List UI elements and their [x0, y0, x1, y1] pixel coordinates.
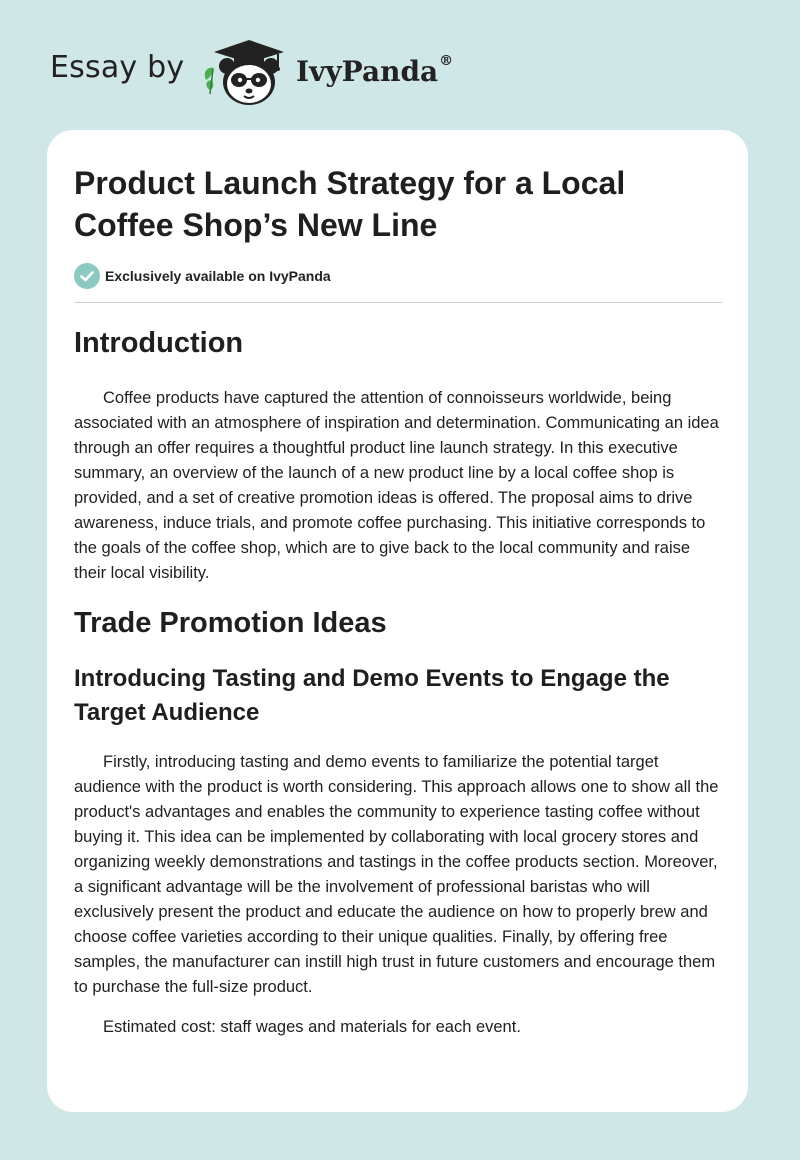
exclusive-badge: [74, 262, 722, 290]
site-header: [0, 0, 800, 130]
title-divider: [74, 302, 722, 303]
subsection-heading-tasting-events: Introducing Tasting and Demo Events to Engage the Target Audience: [74, 665, 670, 726]
check-circle-icon: [74, 263, 100, 289]
estimated-cost-paragraph: Estimated cost: staff wages and materials for each event.: [103, 1018, 521, 1036]
exclusive-badge-text: Exclusively available on IvyPanda: [105, 268, 331, 284]
section-heading-introduction: Introduction: [74, 327, 244, 359]
essay-card: [47, 130, 748, 1112]
introduction-paragraph: Coffee products have captured the attention of connoisseurs worldwide, being associated with an atmosphere of inspiration and determination. Communicating an idea through an offer requires a thoughtful product line launch strategy. In this executive summary, an overview of the launch of a new product line by a local coffee shop is provided, and a set of creative promotion ideas is offered. The proposal aims to drive awareness, induce trials, and promote coffee purchasing. This initiative corresponds to the goals of the coffee shop, which are to give back to the local community and raise their local visibility.: [74, 389, 719, 582]
essay-title: Product Launch Strategy for a Local Coffee Shop’s New Line: [74, 165, 626, 243]
brand-prefix: Essay by: [50, 50, 185, 85]
panda-graduate-logo-icon[interactable]: [200, 36, 290, 108]
registered-mark: ®: [439, 53, 454, 69]
section-heading-trade-promotion: Trade Promotion Ideas: [74, 607, 387, 639]
tasting-events-paragraph: Firstly, introducing tasting and demo events to familiarize the potential target audience with the product is worth considering. This approach allows one to show all the product's advantages and enables the community to experience tasting coffee without buying it. This idea can be implemented by collaborating with local grocery stores and organizing weekly demonstrations and tastings in the coffee products section. Moreover, a significant advantage will be the involvement of professional baristas who will exclusively present the product and educate the audience on how to properly brew and choose coffee varieties according to their unique qualities. Finally, by offering free samples, the manufacturer can instill high trust in future customers and encourage them to purchase the full-size product.: [74, 753, 719, 996]
brand-name[interactable]: IvyPanda®: [296, 53, 454, 88]
